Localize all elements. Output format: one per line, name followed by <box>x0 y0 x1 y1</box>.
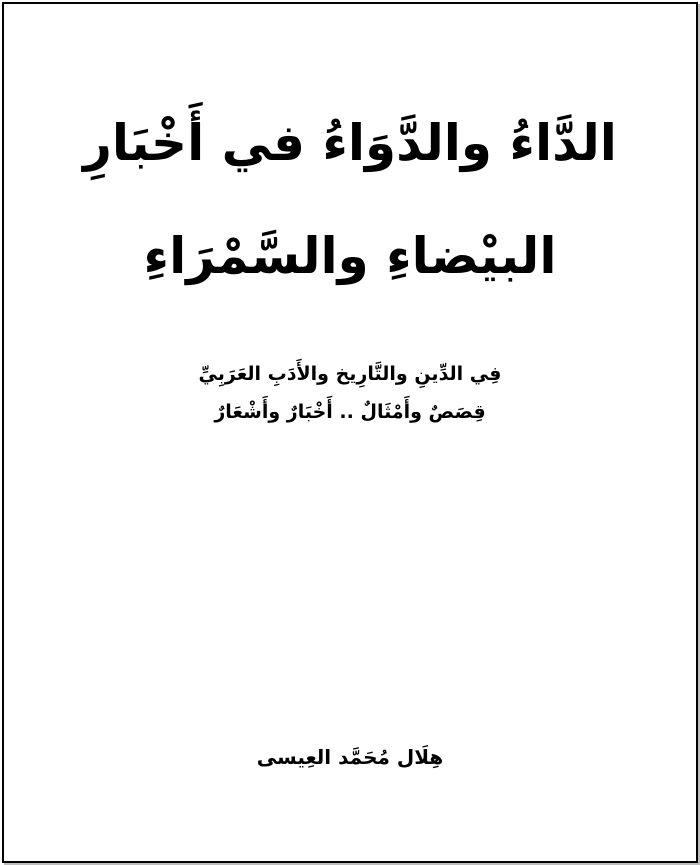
subtitle-line-2: قِصَصٌ وأَمْثَالٌ .. أَخْبَارٌ وأَشْعَارٌ <box>214 401 486 423</box>
subtitle-line-1: فِي الدِّينِ والتَّارِيخ والأَدَبِ العَرَبِيِّ <box>198 363 502 385</box>
title-line-2: البيْضاءِ والسَّمْرَاءِ <box>143 227 557 285</box>
book-cover-page <box>2 2 698 863</box>
author-name: هِلَال مُحَمَّد العِيسى <box>256 745 444 769</box>
title-line-1: الدَّاءُ والدَّوَاءُ في أَخْبَارِ <box>83 114 617 172</box>
